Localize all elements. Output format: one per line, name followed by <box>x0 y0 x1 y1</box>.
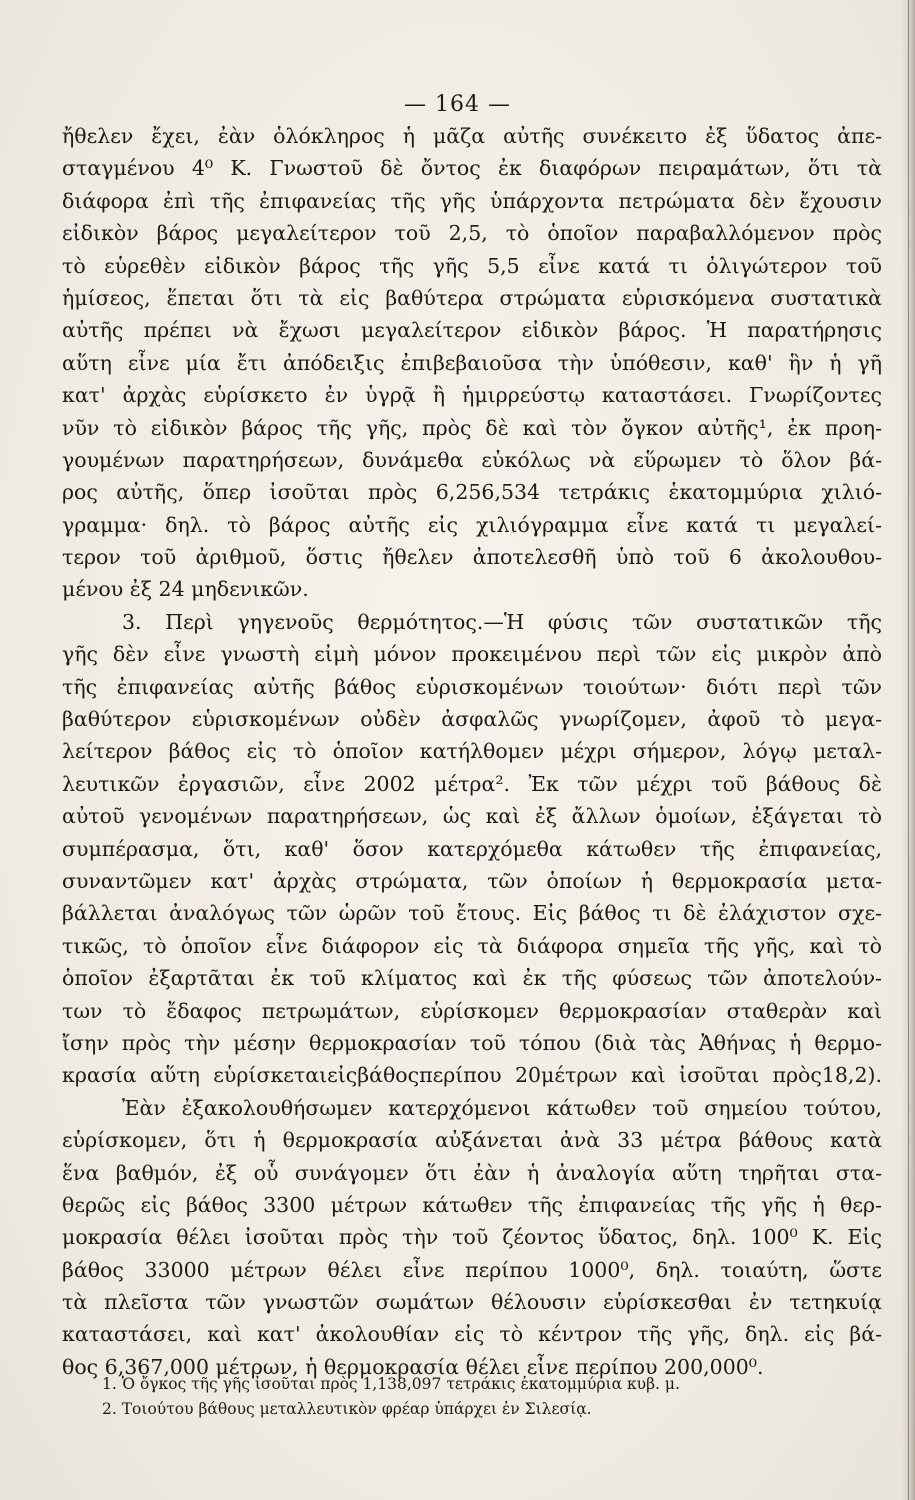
text-line: τὸ εὑρεθὲν εἰδικὸν βάρος τῆς γῆς 5,5 εἶνε κατά τι ὀλιγώτερον τοῦ <box>62 253 882 278</box>
text-line: νῦν τὸ εἰδικὸν βάρος τῆς γῆς, πρὸς δὲ καὶ τὸν ὄγκον αὐτῆς¹, ἐκ προη- <box>62 415 882 440</box>
page-edge-line <box>908 0 909 1500</box>
text-line: συμπέρασμα, ὅτι, καθ' ὅσον κατερχόμεθα κάτωθεν τῆς ἐπιφανείας, <box>62 836 882 861</box>
section-heading-line: 3. Περὶ γηγενοῦς θερμότητος.—Ἡ φύσις τῶν συστατικῶν τῆς <box>122 609 882 634</box>
text-line: βάθος 33000 μέτρων θέλει εἶνε περίπου 1000⁰, δηλ. τοιαύτη, ὥστε <box>62 1257 882 1282</box>
body-text <box>62 120 882 1383</box>
footnote: 2. Τοιούτου βάθους μεταλλευτικὸν φρέαρ ὑπάρχει ἐν Σιλεσίᾳ. <box>102 1400 592 1418</box>
text-line: ἤθελεν ἔχει, ἐὰν ὁλόκληρος ἡ μᾶζα αὐτῆς συνέκειτο ἐξ ὕδατος ἀπε- <box>62 124 882 148</box>
text-line: αὐτοῦ γενομένων παρατηρήσεων, ὡς καὶ ἐξ ἄλλων ὁμοίων, ἐξάγεται τὸ <box>62 804 882 829</box>
text-line: εὑρίσκομεν, ὅτι ἡ θερμοκρασία αὐξάνεται ἀνὰ 33 μέτρα βάθους κατὰ <box>62 1128 882 1153</box>
footnote: 1. Ὁ ὄγκος τῆς γῆς ἰσοῦται πρὸς 1,138,097 τετράκις ἑκατομμύρια κυβ. μ. <box>102 1375 680 1393</box>
text-line: θερῶς εἰς βάθος 3300 μέτρων κάτωθεν τῆς ἐπιφανείας τῆς γῆς ἡ θερ- <box>62 1192 882 1217</box>
text-line: των τὸ ἔδαφος πετρωμάτων, εὑρίσκομεν θερμοκρασίαν σταθερὰν καὶ <box>62 998 882 1023</box>
text-line: τικῶς, τὸ ὁποῖον εἶνε διάφορον εἰς τὰ διάφορα σημεῖα τῆς γῆς, καὶ τὸ <box>62 933 882 958</box>
text-line: μένου ἐξ 24 μηδενικῶν. <box>62 577 309 602</box>
text-line: τῆς ἐπιφανείας αὐτῆς βάθος εὑρισκομένων τοιούτων· διότι περὶ τῶν <box>62 674 882 699</box>
text-line: Ἐὰν ἐξακολουθήσωμεν κατερχόμενοι κάτωθεν τοῦ σημείου τούτου, <box>122 1095 882 1120</box>
text-line: διάφορα ἐπὶ τῆς ἐπιφανείας τῆς γῆς ὑπάρχοντα πετρώματα δὲν ἔχουσιν <box>62 188 882 213</box>
text-line: ἡμίσεος, ἕπεται ὅτι τὰ εἰς βαθύτερα στρώματα εὑρισκόμενα συστατικὰ <box>62 285 882 310</box>
text-line: γουμένων παρατηρήσεων, δυνάμεθα εὐκόλως νὰ εὕρωμεν τὸ ὅλον βά- <box>62 447 882 472</box>
page-number: — 164 — <box>404 92 511 117</box>
text-line: ἴσην πρὸς τὴν μέσην θερμοκρασίαν τοῦ τόπου (διὰ τὰς Ἀθήνας ἡ θερμο- <box>62 1030 882 1055</box>
text-line: συναντῶμεν κατ' ἀρχὰς στρώματα, τῶν ὁποίων ἡ θερμοκρασία μετα- <box>62 868 882 893</box>
text-line: λευτικῶν ἐργασιῶν, εἶνε 2002 μέτρα². Ἐκ τῶν μέχρι τοῦ βάθους δὲ <box>62 771 882 796</box>
text-line: βάλλεται ἀναλόγως τῶν ὡρῶν τοῦ ἔτους. Εἰς βάθος τι δὲ ἐλάχιστον σχε- <box>62 901 882 926</box>
text-line: εἰδικὸν βάρος μεγαλείτερον τοῦ 2,5, τὸ ὁποῖον παραβαλλόμενον πρὸς <box>62 221 882 246</box>
text-line: ὁποῖον ἐξαρτᾶται ἐκ τοῦ κλίματος καὶ ἐκ τῆς φύσεως τῶν ἀποτελούν- <box>62 966 882 991</box>
text-line: τερον τοῦ ἀριθμοῦ, ὅστις ἤθελεν ἀποτελεσθῆ ὑπὸ τοῦ 6 ἀκολουθου- <box>62 545 882 570</box>
text-line: γῆς δὲν εἶνε γνωστὴ εἰμὴ μόνον προκειμένου περὶ τῶν εἰς μικρὸν ἀπὸ <box>62 642 882 667</box>
text-line: ρος αὐτῆς, ὅπερ ἰσοῦται πρὸς 6,256,534 τετράκις ἑκατομμύρια χιλιό- <box>62 480 882 505</box>
text-line: καταστάσει, καὶ κατ' ἀκολουθίαν εἰς τὸ κέντρον τῆς γῆς, δηλ. εἰς βά- <box>62 1322 882 1347</box>
text-line: τὰ πλεῖστα τῶν γνωστῶν σωμάτων θέλουσιν εὑρίσκεσθαι ἐν τετηκυίᾳ <box>62 1290 882 1315</box>
text-line: θος 6,367,000 μέτρων, ἡ θερμοκρασία θέλει εἶνε περίπου 200,000⁰. <box>62 1354 764 1379</box>
text-line: λείτερον βάθος εἰς τὸ ὁποῖον κατήλθομεν μέχρι σήμερον, λόγῳ μεταλ- <box>62 739 882 764</box>
text-line: βαθύτερον εὑρισκομένων οὐδὲν ἀσφαλῶς γνωρίζομεν, ἀφοῦ τὸ μεγα- <box>62 707 882 732</box>
text-line: γραμμα· δηλ. τὸ βάρος αὐτῆς εἰς χιλιόγραμμα εἶνε κατά τι μεγαλεί- <box>62 512 882 537</box>
text-line: σταγμένου 4⁰ Κ. Γνωστοῦ δὲ ὄντος ἐκ διαφόρων πειραμάτων, ὅτι τὰ <box>62 156 882 181</box>
text-line: αὐτῆς πρέπει νὰ ἔχωσι μεγαλείτερον εἰδικὸν βάρος. Ἡ παρατήρησις <box>62 318 882 343</box>
text-line: ἕνα βαθμόν, ἐξ οὗ συνάγομεν ὅτι ἐὰν ἡ ἀναλογία αὕτη τηρῆται στα- <box>62 1160 882 1185</box>
text-line: μοκρασία θέλει ἰσοῦται πρὸς τὴν τοῦ ζέοντος ὕδατος, δηλ. 100⁰ Κ. Εἰς <box>62 1225 882 1250</box>
text-line: κατ' ἀρχὰς εὑρίσκετο ἐν ὑγρᾷ ἢ ἡμιρρεύστῳ καταστάσει. Γνωρίζοντες <box>62 383 882 408</box>
text-line: αὕτη εἶνε μία ἔτι ἀπόδειξις ἐπιβεβαιοῦσα τὴν ὑπόθεσιν, καθ' ἣν ἡ γῆ <box>62 350 882 375</box>
footnotes <box>102 1372 862 1422</box>
text-line: κρασία αὕτη εὑρίσκεταιεἰςβάθοςπερίπου 20μέτρων καὶ ἰσοῦται πρὸς18,2). <box>62 1063 882 1088</box>
